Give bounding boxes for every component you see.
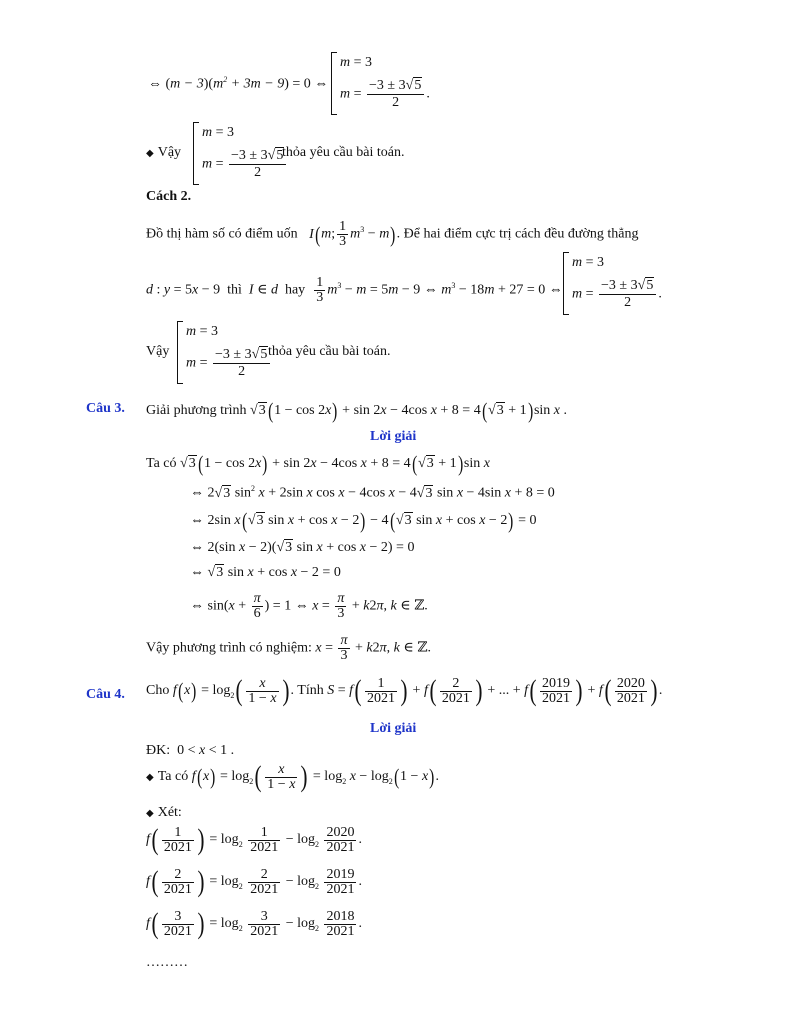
diamond-bullet-icon: ◆ — [146, 808, 154, 819]
equivalence-line: ⇔ $(m - 3)(m^2 + 3m - 9) = 0$ ⇔ — [148, 75, 329, 92]
q4-xet: ◆ Xét: — [146, 805, 182, 820]
conclusion-2-vay: Vậy — [146, 344, 170, 359]
conclusion-2-tail: thỏa yêu cầu bài toán. — [268, 344, 391, 359]
question-3-statement: Giải phương trình √3(1 − cos 2x) + sin 2x − 4cos x + 8 = 4(√3 + 1)sin x . — [146, 398, 568, 423]
conclusion-1-tail: thỏa yêu cầu bài toán. — [282, 145, 405, 160]
cach2-line2: d : y = 5x − 9 thì I ∈ d hay $\frac{1}{3}$ $m^3 - m = 5m - 9$ ⇔ $m^3 - 18m + 27 = 0$ ⇔ — [146, 275, 563, 305]
q4-condition: ĐK: 0 < x < 1 . — [146, 743, 235, 758]
q3-line-1: ⇔ 2√3 $\sin^2 x + 2\sin$ x cos x − 4cos x − 4√3 sin x − 4sin x + 8 = 0 — [190, 484, 555, 501]
q3-line-4: ⇔ √3 sin x + cos x − 2 = 0 — [190, 565, 341, 580]
question-3-label: Câu 3. — [86, 401, 125, 416]
q3-line-3: ⇔ 2(sin x − 2)(√3 sin x + cos x − 2) = 0 — [190, 540, 415, 555]
question-4-label: Câu 4. — [86, 687, 125, 702]
solution-system-1: m = 3 m = $\frac{-3 \pm 3√5}{2}$ . — [331, 52, 427, 115]
q4-row-2: f( $\frac{2}{2021}$ ) = $\log_2$ $\frac{2}{2021}$ − $\log_2$ $\frac{2019}{2021}$ . — [146, 865, 362, 898]
solution-system-2: m = 3 m = $\frac{-3 \pm 3√5}{2}$ — [193, 122, 280, 185]
conclusion-1: ◆ Vậy — [146, 145, 182, 160]
q3-line-2: ⇔ 2sin x(√3 sin x + cos x − 2) − 4(√3 sin x + cos x − 2) = 0 — [190, 508, 537, 533]
q3-line-5: ⇔ sin(x + $\frac{\pi}{6}$ ) = 1 ⇔ x = $\frac{\pi}{3}$ + k2π, k ∈ ℤ. — [190, 591, 428, 621]
q4-row-3: f( $\frac{3}{2021}$ ) = $\log_2$ $\frac{3}{2021}$ − $\log_2$ $\frac{2018}{2021}$ . — [146, 907, 362, 940]
solution-system-3: m = 3 m = $\frac{-3 \pm 3√5}{2}$ . — [563, 252, 659, 315]
solution-system-4: m = 3 m = $\frac{-3 \pm 3√5}{2}$ — [177, 321, 264, 384]
question-3-solution-heading: Lời giải — [370, 429, 417, 444]
diamond-bullet-icon: ◆ — [146, 772, 154, 784]
q4-ellipsis: ……… — [146, 955, 188, 970]
question-4-solution-heading: Lời giải — [370, 721, 417, 736]
q3-line-0: Ta có √3(1 − cos 2x) + sin 2x − 4cos x + 8 = 4(√3 + 1)sin x — [146, 451, 490, 476]
q3-conclusion: Vậy phương trình có nghiệm: x = $\frac{\pi}{3}$ + k2π, k ∈ ℤ. — [146, 633, 431, 663]
cach2-line1: Đồ thị hàm số có điểm uốn I(m; $\frac{1}{3}$ $m^3 - m$). Để hai điểm cực trị cách đều đường thẳng — [146, 219, 639, 249]
cach2-title: Cách 2. — [146, 189, 192, 204]
q4-row-1: f( $\frac{1}{2021}$ ) = $\log_2$ $\frac{1}{2021}$ − $\log_2$ $\frac{2020}{2021}$ . — [146, 823, 362, 856]
question-4-statement: Cho $f(x) = \log_2$( $\frac{x}{1 - x}$ ) . Tính S = f( $\frac{1}{2021}$ ) + f( $\frac{2}{2021}$ ) + ... + f( $\frac{2019}{2021}$ ) + f( $\frac{2020}{2021}$ ) . — [146, 674, 663, 707]
q4-taco: ◆ Ta có $f(x) = \log_2$( $\frac{x}{1 - x}$ ) = $\log_2 x - \log_2(1 - x)$. — [146, 760, 439, 793]
diamond-bullet-icon: ◆ — [146, 148, 154, 159]
